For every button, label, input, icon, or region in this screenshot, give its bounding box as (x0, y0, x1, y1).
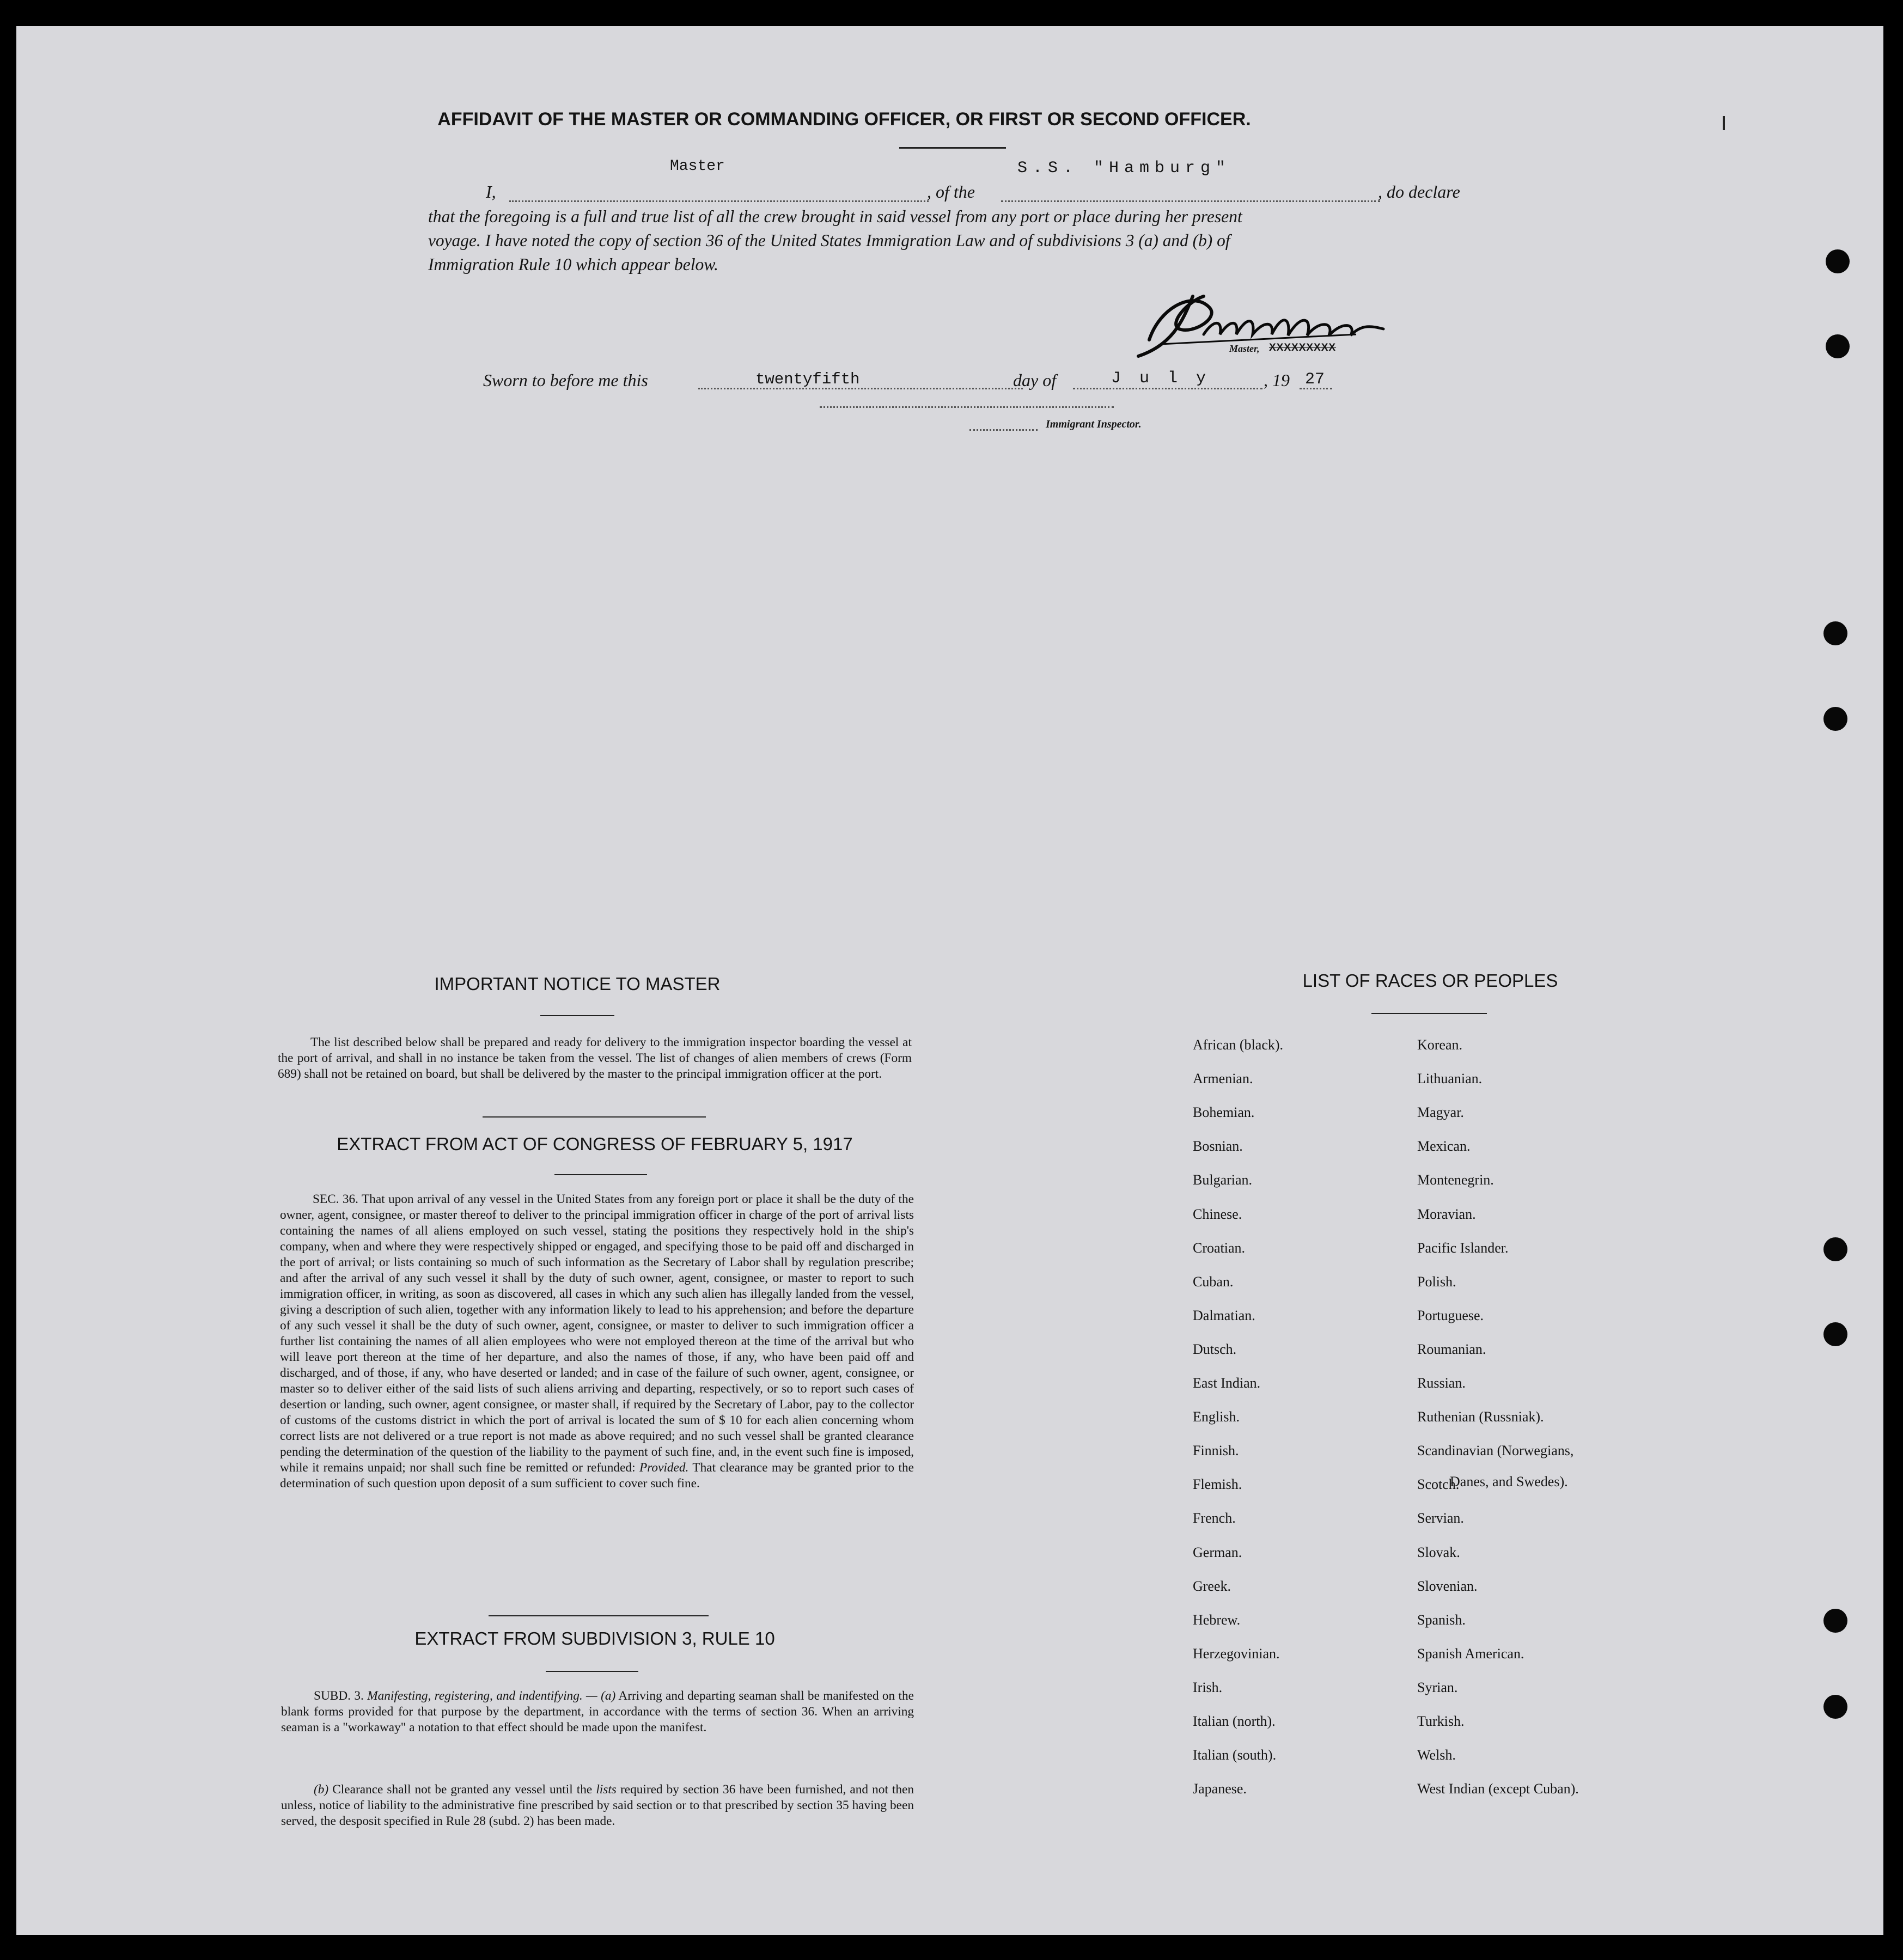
notice-text-content: The list described below shall be prepared and ready for delivery to the immigration inspector boarding the vessel at the port of arrival, and shall in no instance be taken from the vessel. The list of changes of alien members of crews (Form 689) shall not be retained on board, but shall be delivered by the master to the principal immigration officer at the port. (278, 1035, 912, 1081)
race-item: Dalmatian. (1193, 1308, 1255, 1323)
signature-image (1127, 274, 1400, 373)
race-item: Bosnian. (1193, 1138, 1243, 1154)
sworn-month-line (1073, 388, 1262, 389)
race-item-continuation: Danes, and Swedes). (1450, 1474, 1568, 1489)
notice-text (278, 1035, 912, 1082)
race-item: Flemish. (1193, 1476, 1242, 1492)
master-signature (1127, 274, 1400, 373)
race-item: Spanish American. (1417, 1646, 1524, 1662)
punch-hole (1823, 621, 1847, 645)
sec-36-body-end: That clearance may be granted prior to the determination of such question upon deposit of a sum sufficient to cover such fine. (280, 1461, 914, 1491)
affidavit-body-line-1: that the foregoing is a full and true list of all the crew brought in said vessel from any port or place during her present (428, 207, 1242, 226)
race-item: Welsh. (1417, 1747, 1456, 1763)
punch-hole (1823, 1695, 1847, 1719)
subd-3-heading: Manifesting, registering, and indentifying. — (a) (367, 1689, 616, 1703)
race-item: Pacific Islander. (1417, 1240, 1509, 1256)
race-item: Portuguese. (1417, 1308, 1484, 1323)
race-item: English. (1193, 1409, 1240, 1425)
punch-hole (1823, 1237, 1847, 1261)
race-item: Moravian. (1417, 1206, 1476, 1222)
races-title-underline (1371, 1013, 1487, 1014)
race-item: German. (1193, 1544, 1242, 1560)
race-item: Lithuanian. (1417, 1071, 1483, 1086)
sworn-month-value: J u l y (1111, 369, 1211, 388)
sec-36-body: That upon arrival of any vessel in the United States from any foreign port or place it shall be the duty of the owner, agent, consignee, or master thereof to deliver to the principal immigration officer in charge of the port of arrival lists containing the names of all aliens employed on such vessel, stating the positions they respectively hold in the ship's company, when and where they were respectively shipped or engaged, and specifying those to be paid off and discharged in the port of arrival; or lists containing so much of such information as the Secretary of Labor shall by regulation prescribe; and after the arrival of any such vessel it shall by the duty of such owner, agent, consignee, or master to report to such immigration officer, in writing, as soon as discovered, all cases in which any such alien has illegally landed from the vessel, giving a description of such alien, together with any information likely to lead to his apprehension; and before the departure of any such vessel it shall be the duty of such owner, agent, consignee, or master to deliver to such immigration officer a further list containing the names of all alien employees who were not employed thereon at the time of the arrival but who will leave port thereon at the time of her departure, and also the names of those, if any, who have been paid off and discharged, and of those, if any, who have deserted or landed; and in case of the failure of such owner, agent, consignee, or master so to deliver either of the said lists of such aliens arriving and departing, respectively, or so to report such cases of desertion or landing, such owner, agent consignee, or master shall, if required by the Secretary of Labor, pay to the collector of customs of the customs district in which the port of arrival is located the sum of $ 10 for each alien concerning whom correct lists are not delivered or a true report is not made as above required; and no such vessel shall be granted clearance pending the determination of the question of the liability to the payment of such fine, and, in the event such fine is imposed, while it remains unpaid; nor shall such fine be remitted or refunded: (280, 1192, 914, 1475)
title-underline (899, 147, 1006, 149)
race-item: Mexican. (1417, 1138, 1471, 1154)
affidavit-body-line-3: Immigration Rule 10 which appear below. (428, 255, 718, 274)
rank-value: Master (670, 158, 725, 175)
subd-3b-label: (b) (314, 1782, 329, 1797)
provided-label: Provided. (639, 1461, 689, 1475)
race-item: Italian (north). (1193, 1713, 1276, 1729)
of-the-label: , of the (927, 182, 975, 202)
sec-36-label: SEC. 36. (313, 1192, 359, 1206)
race-item: Scotch. (1417, 1476, 1460, 1492)
rule-title-underline (546, 1671, 638, 1672)
section-divider-2 (489, 1615, 709, 1616)
race-item: Hebrew. (1193, 1612, 1241, 1628)
race-item: Russian. (1417, 1375, 1466, 1391)
race-item: Bohemian. (1193, 1104, 1255, 1120)
race-item: Japanese. (1193, 1781, 1247, 1797)
race-item: Armenian. (1193, 1071, 1253, 1086)
race-item: Cuban. (1193, 1274, 1234, 1290)
document-page (16, 26, 1883, 1935)
day-of-label: day of (1013, 370, 1057, 390)
inspector-label: Immigrant Inspector. (1046, 418, 1142, 430)
do-declare-label: , do declare (1378, 182, 1460, 202)
i-label: I, (486, 182, 496, 202)
race-item: Syrian. (1417, 1680, 1458, 1695)
affidavit-title: AFFIDAVIT OF THE MASTER OR COMMANDING OFFICER, OR FIRST OR SECOND OFFICER. (437, 109, 1251, 130)
inspector-name-line (969, 429, 1038, 431)
race-item: East Indian. (1193, 1375, 1261, 1391)
race-item: West Indian (except Cuban). (1417, 1781, 1579, 1797)
year-value: 27 (1305, 370, 1325, 389)
race-item: Bulgarian. (1193, 1172, 1253, 1188)
subd-3b-text (281, 1782, 914, 1829)
section-divider (483, 1116, 706, 1118)
notice-title: IMPORTANT NOTICE TO MASTER (434, 974, 721, 994)
race-item: Italian (south). (1193, 1747, 1277, 1763)
subd-3a-text: Arriving and departing seaman shall be manifested on the blank forms provided for that purpose by the department, in accordance with the terms of section 36. When an arriving seaman is a "workaway" a notation to that effect should be made upon the manifest. (281, 1689, 914, 1735)
race-item: Korean. (1417, 1037, 1463, 1053)
subd-3b-lists: lists (596, 1782, 617, 1797)
race-item: Croatian. (1193, 1240, 1246, 1256)
race-item: Chinese. (1193, 1206, 1242, 1222)
races-title: LIST OF RACES OR PEOPLES (1302, 970, 1558, 991)
rule-extract-title: EXTRACT FROM SUBDIVISION 3, RULE 10 (414, 1628, 775, 1648)
race-item: Montenegrin. (1417, 1172, 1494, 1188)
race-item: Turkish. (1417, 1713, 1465, 1729)
race-item: Roumanian. (1417, 1341, 1486, 1357)
sworn-label: Sworn to before me this (483, 370, 648, 390)
punch-hole (1823, 1322, 1847, 1346)
subd-3b-text-1: Clearance shall not be granted any vessel until the (332, 1782, 593, 1797)
subd-3-text (281, 1688, 914, 1736)
inspector-signature-line (820, 406, 1114, 408)
sworn-day-line (698, 388, 1023, 389)
congress-extract-title: EXTRACT FROM ACT OF CONGRESS OF FEBRUARY 5, 1917 (337, 1134, 853, 1154)
punch-hole (1823, 707, 1847, 731)
punch-hole (1826, 334, 1850, 358)
race-item: Servian. (1417, 1510, 1464, 1526)
page-mark (1723, 116, 1725, 130)
sec-36-text (280, 1192, 914, 1492)
rank-field-line (509, 200, 929, 202)
sworn-day-value: twentyfifth (755, 370, 860, 388)
race-item: African (black). (1193, 1037, 1284, 1053)
race-item: Scandinavian (Norwegians, (1417, 1443, 1574, 1458)
subd-3b-text-2: required by section 36 have been furnished, and not then unless, notice of liability to the administrative fine prescribed by said section or to that prescribed by section 35 having been served, the desposit specified in Rule 28 (subd. 2) has been made. (281, 1782, 914, 1828)
race-item: Dutsch. (1193, 1341, 1237, 1357)
signature-struck-title: XXXXXXXXX (1269, 342, 1337, 353)
punch-hole (1826, 249, 1850, 273)
race-item: Finnish. (1193, 1443, 1239, 1458)
race-item: Herzegovinian. (1193, 1646, 1280, 1662)
race-item: Slovak. (1417, 1544, 1460, 1560)
race-item: Polish. (1417, 1274, 1456, 1290)
race-item: Greek. (1193, 1578, 1231, 1594)
congress-title-underline (554, 1174, 647, 1175)
race-item: Magyar. (1417, 1104, 1464, 1120)
vessel-field-line (1001, 200, 1380, 202)
signature-caption: Master, (1229, 343, 1260, 354)
notice-title-underline (540, 1015, 614, 1016)
year-prefix-label: , 19 (1264, 370, 1290, 390)
race-item: Spanish. (1417, 1612, 1466, 1628)
subd-3-label: SUBD. 3. (314, 1689, 364, 1703)
vessel-value: S.S. "Hamburg" (1017, 159, 1231, 178)
race-item: Slovenian. (1417, 1578, 1478, 1594)
punch-hole (1823, 1609, 1847, 1633)
race-item: Irish. (1193, 1680, 1223, 1695)
race-item: French. (1193, 1510, 1236, 1526)
race-item: Ruthenian (Russniak). (1417, 1409, 1544, 1425)
affidavit-body-line-2: voyage. I have noted the copy of section 36 of the United States Immigration Law and of subdivisions 3 (a) and (b) of (428, 231, 1230, 250)
